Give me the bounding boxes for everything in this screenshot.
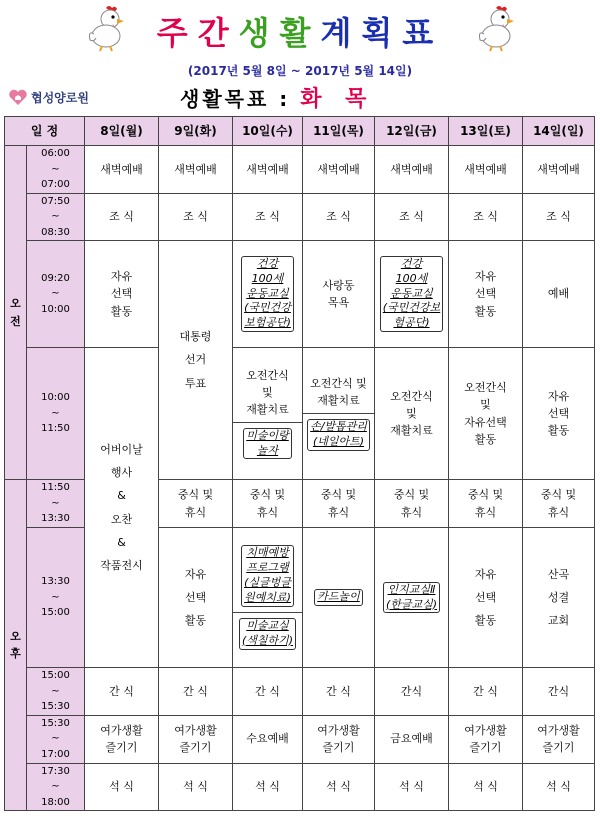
table-row: [5, 763, 595, 811]
table-row: [5, 668, 595, 716]
cell: 여가생활 즐기기: [159, 715, 233, 763]
time-slot: 13:30 ~ 15:00: [27, 528, 85, 668]
cell: 중식 및 휴식: [375, 480, 449, 528]
heart-logo-icon: [8, 88, 28, 106]
title-char: 계: [320, 14, 362, 52]
cell: 석 식: [523, 763, 595, 811]
period-label-char: 오: [10, 297, 21, 311]
cell: 자유 선택 활동: [449, 528, 523, 668]
title-char: 간: [197, 14, 239, 52]
time-slot: 15:30 ~ 17:00: [27, 715, 85, 763]
cell: 자유 선택 활동: [523, 348, 595, 480]
cell: 간식: [523, 668, 595, 716]
weekly-schedule-table: [4, 116, 595, 811]
cell: 조 식: [449, 193, 523, 241]
cell: 카드놀이: [303, 528, 375, 668]
cell: 중식 및 휴식: [159, 480, 233, 528]
cell: 석 식: [159, 763, 233, 811]
cell: 새벽예배: [375, 146, 449, 194]
cell: 수요예배: [233, 715, 303, 763]
cell: 오전간식 및 재활치료 손/발톱관리 (네일아트): [303, 348, 375, 480]
goal-label: 생활목표 :: [180, 87, 291, 111]
cell: 새벽예배: [233, 146, 303, 194]
time-slot: 15:00 ~ 15:30: [27, 668, 85, 716]
date-range: (2017년 5월 8일 ~ 2017년 5월 14일): [187, 64, 413, 78]
cell: 석 식: [85, 763, 159, 811]
time-slot: 10:00 ~ 11:50: [27, 348, 85, 480]
cell: 간 식: [159, 668, 233, 716]
table-row: [5, 193, 595, 241]
cell: 석 식: [303, 763, 375, 811]
period-label-char: 후: [10, 647, 21, 660]
cell: 자유 선택 활동: [449, 241, 523, 348]
title-char: 생: [238, 14, 280, 52]
cell: 자유 선택 활동: [159, 528, 233, 668]
time-slot: 09:20 ~ 10:00: [27, 241, 85, 348]
cell: 오전간식 및 재활치료: [375, 348, 449, 480]
cell: 어버이날 행사 & 오찬 & 작품전시: [85, 348, 159, 668]
day-header: 10일(수): [233, 117, 303, 146]
cell: 새벽예배: [85, 146, 159, 194]
header-row: [5, 117, 595, 146]
cell: 금요예배: [375, 715, 449, 763]
title-char: 획: [361, 14, 403, 52]
cell: 조 식: [233, 193, 303, 241]
cell: 간 식: [233, 668, 303, 716]
time-slot: 17:30 ~ 18:00: [27, 763, 85, 811]
time-slot: 06:00 ~ 07:00: [27, 146, 85, 194]
time-slot: 07:50 ~ 08:30: [27, 193, 85, 241]
title-char: 주: [156, 14, 198, 52]
period-label-char: 전: [10, 314, 21, 328]
table-row: [5, 241, 595, 348]
schedule-header: 일 정: [5, 117, 85, 146]
cell: 치매예방 프로그램 (실글벙글 원예치료) 미술교실 (색칠하기): [233, 528, 303, 668]
day-header: 12일(금): [375, 117, 449, 146]
day-header: 13일(토): [449, 117, 523, 146]
cell: 간 식: [85, 668, 159, 716]
table-row: [5, 348, 595, 480]
cell: 중식 및 휴식: [523, 480, 595, 528]
cell: 오전간식 및 자유선택 활동: [449, 348, 523, 480]
cell: 석 식: [449, 763, 523, 811]
cell: 예배: [523, 241, 595, 348]
title-char: 표: [402, 14, 444, 52]
cell: 석 식: [375, 763, 449, 811]
cell: 간 식: [449, 668, 523, 716]
organization: [8, 88, 89, 106]
cell: 여가생활 즐기기: [449, 715, 523, 763]
day-header: 9일(화): [159, 117, 233, 146]
time-slot: 11:50 ~ 13:30: [27, 480, 85, 528]
cell: 건강 100세 운동교실 (국민건강 보험공단): [233, 241, 303, 348]
period-pm: [5, 480, 27, 811]
cell: 간식: [375, 668, 449, 716]
cell: 조 식: [375, 193, 449, 241]
cell: 중식 및 휴식: [303, 480, 375, 528]
cell: 대통령 선거 투표: [159, 241, 233, 480]
cell: 새벽예배: [303, 146, 375, 194]
cell: 오전간식 및 재활치료 미술이랑 놀자: [233, 348, 303, 480]
cell: 중식 및 휴식: [233, 480, 303, 528]
life-goal: [180, 82, 374, 113]
organization-name: 협성양로원: [31, 90, 89, 105]
cell: 자유 선택 활동: [85, 241, 159, 348]
period-am: [5, 146, 27, 480]
day-header: 11일(목): [303, 117, 375, 146]
cell: 새벽예배: [449, 146, 523, 194]
cell: 조 식: [303, 193, 375, 241]
cell: 건강 100세 운동교실 (국민건강보 험공단): [375, 241, 449, 348]
page-title: [0, 8, 600, 54]
title-char: 활: [279, 14, 321, 52]
cell: 여가생활 즐기기: [523, 715, 595, 763]
cell: 석 식: [233, 763, 303, 811]
table-row: [5, 146, 595, 194]
cell: 여가생활 즐기기: [303, 715, 375, 763]
cell: 인지교실Ⅱ (한글교실): [375, 528, 449, 668]
cell: 산곡 성결 교회: [523, 528, 595, 668]
cell: 새벽예배: [159, 146, 233, 194]
day-header: 14일(일): [523, 117, 595, 146]
cell: 중식 및 휴식: [449, 480, 523, 528]
cell: 간 식: [303, 668, 375, 716]
cell: 조 식: [159, 193, 233, 241]
cell: 조 식: [523, 193, 595, 241]
cell: 새벽예배: [523, 146, 595, 194]
cell: 여가생활 즐기기: [85, 715, 159, 763]
cell: 사랑동 목욕: [303, 241, 375, 348]
day-header: 8일(월): [85, 117, 159, 146]
period-label-char: 오: [10, 629, 21, 643]
cell: 조 식: [85, 193, 159, 241]
goal-value: 화 목: [300, 87, 375, 112]
table-row: [5, 715, 595, 763]
